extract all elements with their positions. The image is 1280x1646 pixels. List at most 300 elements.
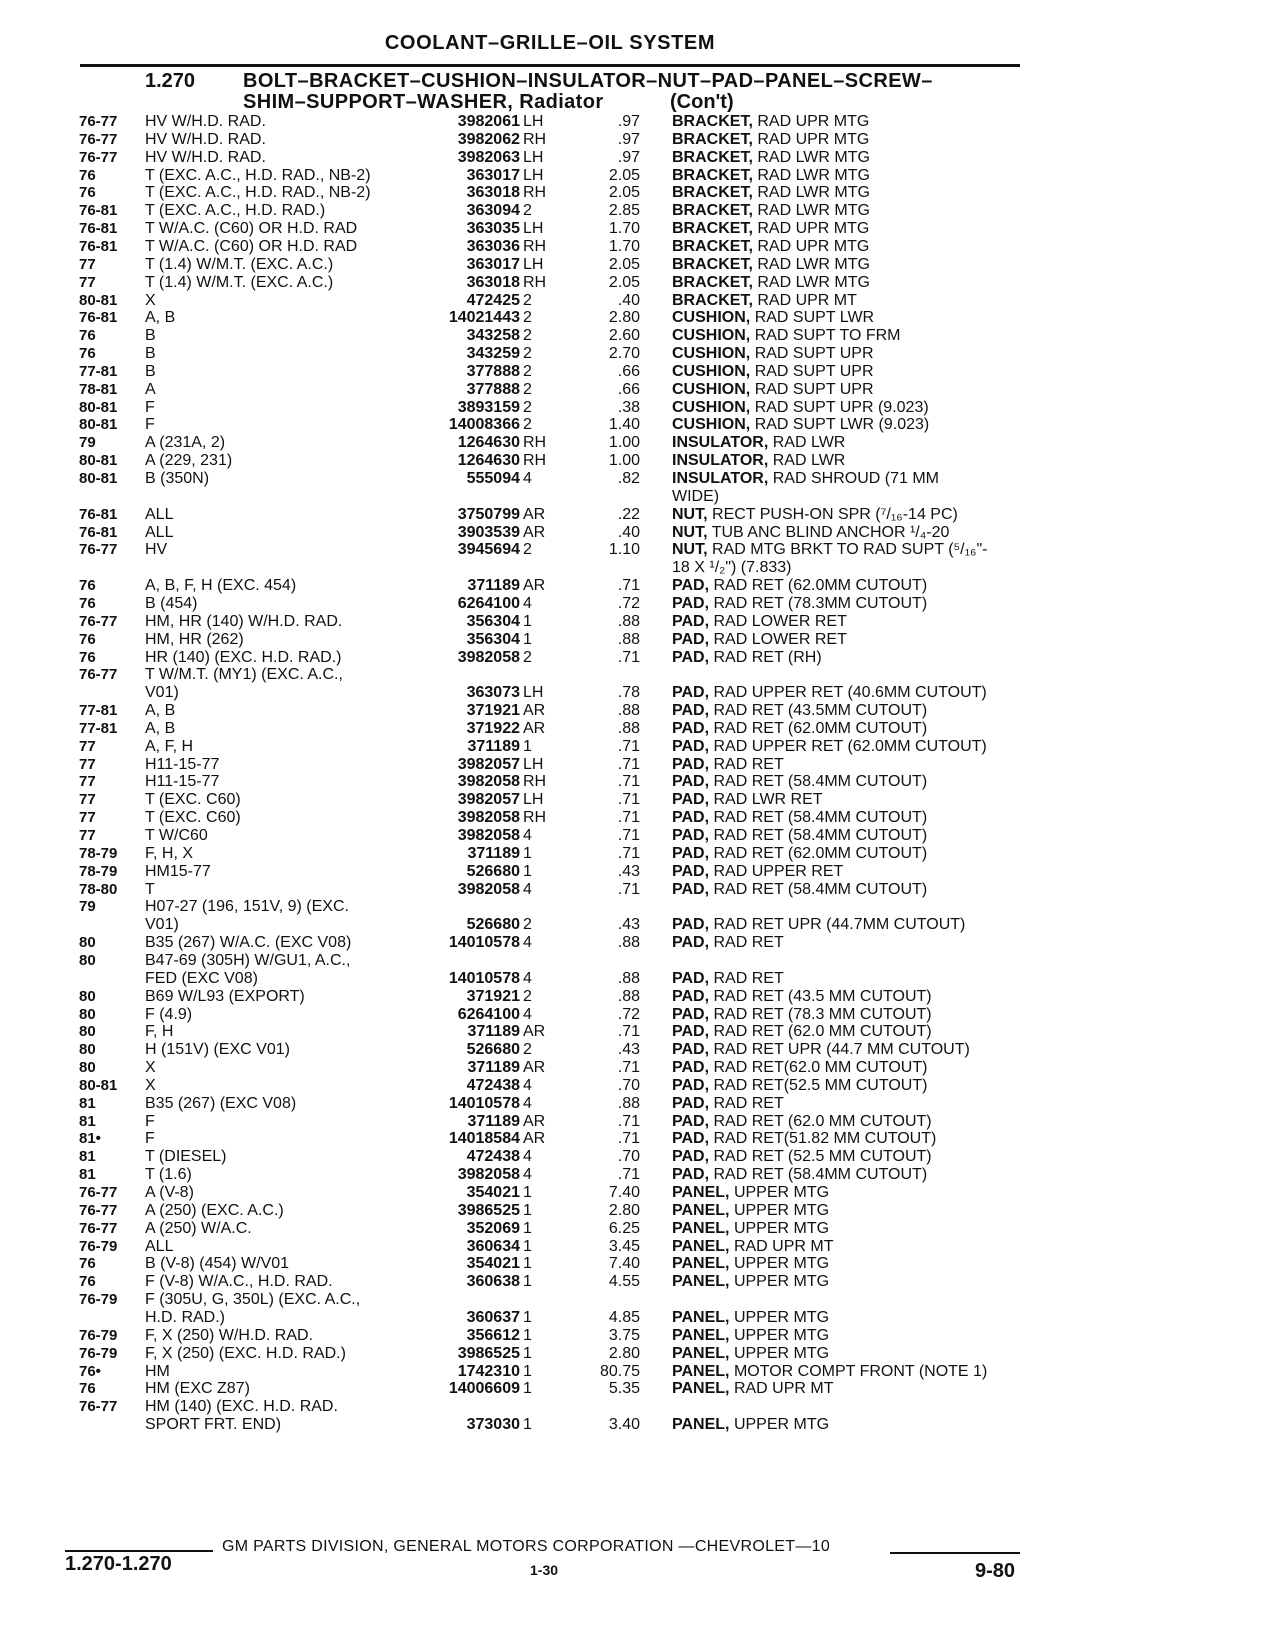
table-row (0, 540, 1280, 559)
part-name: PAD, (672, 827, 710, 844)
part-name: PAD, (672, 737, 710, 755)
part-name: PAD, (672, 791, 710, 809)
part-number: 1264630 (457, 434, 520, 452)
quantity: 4 (523, 594, 532, 612)
quantity: LH (523, 148, 544, 166)
model-year: 81 (79, 1148, 96, 1166)
part-number: 1742310 (457, 1362, 520, 1380)
application: T W/A.C. (C60) OR H.D. RAD (145, 237, 358, 255)
part-number: 354021 (466, 1255, 520, 1273)
quantity: 1 (523, 1201, 532, 1219)
description-text: RAD SUPT TO FRM (754, 327, 901, 345)
model-year: 76-81 (79, 237, 118, 255)
application: X (145, 291, 156, 309)
description (672, 1219, 1032, 1238)
description (672, 1005, 1032, 1024)
quantity: 1 (523, 1416, 532, 1434)
price: .71 (617, 1130, 640, 1148)
price: 1.70 (608, 237, 640, 255)
description (672, 1183, 1032, 1202)
quantity: RH (523, 773, 547, 791)
application: A, B, F, H (EXC. 454) (145, 577, 297, 595)
table-row (0, 933, 1280, 952)
model-year: 76-77 (79, 1398, 118, 1416)
part-number: 354021 (466, 1184, 520, 1201)
description-text: RAD LOWER RET (713, 612, 847, 630)
table-row (0, 1058, 1280, 1077)
price: .97 (617, 113, 640, 130)
application: HV W/H.D. RAD. (145, 130, 266, 148)
application: B (350N) (145, 470, 210, 487)
table-row (0, 880, 1280, 899)
part-name: PANEL, (672, 1308, 730, 1326)
application: B35 (267) (EXC V08) (145, 1094, 297, 1112)
description (672, 166, 1032, 185)
model-year: 79 (79, 898, 96, 916)
quantity: 4 (523, 1094, 532, 1112)
quantity: AR (523, 1112, 546, 1130)
quantity: RH (523, 273, 547, 291)
model-year: 80 (79, 934, 96, 952)
table-row (0, 1112, 1280, 1131)
description-text: RAD RET (713, 1094, 784, 1112)
part-name: BRACKET, (672, 220, 753, 238)
model-year: 81• (79, 1130, 101, 1148)
price: .38 (617, 398, 640, 416)
table-row (0, 1290, 1280, 1309)
price: .88 (617, 987, 640, 1005)
description (672, 1362, 1032, 1381)
model-year: 80-81 (79, 291, 118, 309)
part-name: CUSHION, (672, 309, 751, 327)
model-year: 76 (79, 648, 96, 666)
quantity: LH (523, 684, 544, 702)
table-row (0, 701, 1280, 720)
description-text: RAD RET (43.5 MM CUTOUT) (713, 987, 932, 1005)
application: T (EXC. A.C., H.D. RAD., NB-2) (145, 166, 371, 184)
quantity: 2 (523, 416, 532, 434)
model-year: 76-77 (79, 612, 118, 630)
part-name: PANEL, (672, 1344, 730, 1362)
table-row (0, 1094, 1280, 1113)
part-name: PANEL, (672, 1380, 730, 1398)
part-name: PAD, (672, 844, 710, 862)
footer-rule-left (65, 1550, 213, 1552)
model-year: 76 (79, 184, 96, 202)
application: A (229, 231) (145, 452, 233, 470)
price: .88 (617, 612, 640, 630)
description (672, 1201, 1032, 1220)
description-text: UPPER MTG (733, 1255, 830, 1273)
application: H.D. RAD.) (145, 1308, 225, 1326)
description-text: RAD RET (62.0MM CUTOUT) (713, 577, 928, 595)
description-text: RAD RET (713, 755, 784, 773)
part-number: 3982062 (457, 130, 520, 148)
application: HM (145, 1362, 170, 1380)
quantity: RH (523, 237, 547, 255)
quantity: RH (523, 809, 547, 827)
model-year: 76-77 (79, 113, 118, 130)
application: A, B (145, 719, 176, 737)
price: .71 (617, 1059, 640, 1077)
description-text: RAD RET(52.5 MM CUTOUT) (713, 1076, 928, 1094)
price: .97 (617, 148, 640, 166)
description-text: RAD RET(51.82 MM CUTOUT) (713, 1130, 937, 1148)
section-title-line2: SHIM–SUPPORT–WASHER, Radiator (243, 91, 604, 113)
table-row (0, 755, 1280, 774)
description-text: RAD LWR MTG (757, 273, 870, 291)
price: .97 (617, 130, 640, 148)
quantity: RH (523, 130, 547, 148)
part-number: 377888 (466, 380, 520, 398)
table-row (0, 719, 1280, 738)
description-text: RAD RET (58.4MM CUTOUT) (713, 773, 928, 791)
description (672, 148, 1032, 167)
model-year: 77 (79, 755, 96, 773)
part-number: 363094 (466, 202, 520, 220)
quantity: AR (523, 1023, 546, 1041)
application: B35 (267) W/A.C. (EXC V08) (145, 934, 352, 952)
table-row (0, 1219, 1280, 1238)
application: A, B (145, 309, 176, 327)
part-name: INSULATOR, (672, 434, 769, 452)
table-row (0, 951, 1280, 970)
application: T (1.4) W/M.T. (EXC. A.C.) (145, 273, 334, 291)
part-name: CUSHION, (672, 345, 751, 363)
part-name: PAD, (672, 1130, 710, 1148)
application: HR (140) (EXC. H.D. RAD.) (145, 648, 342, 666)
part-name: PAD, (672, 862, 710, 880)
part-name: PAD, (672, 1076, 710, 1094)
description-text: RAD LWR MTG (757, 166, 870, 184)
part-number: 371189 (467, 1112, 520, 1130)
part-number: 360638 (466, 1273, 520, 1291)
table-row (0, 273, 1280, 292)
description (672, 1272, 1032, 1291)
application: A (145, 380, 156, 398)
application: V01) (145, 916, 179, 934)
description-text: RAD RET (52.5 MM CUTOUT) (713, 1148, 932, 1166)
quantity: 1 (523, 862, 532, 880)
description-text: UPPER MTG (733, 1344, 830, 1362)
application: B69 W/L93 (EXPORT) (145, 987, 305, 1005)
table-row (0, 398, 1280, 417)
model-year: 76-79 (79, 1326, 118, 1344)
description-text: RAD LWR (772, 434, 846, 452)
description (672, 1379, 1032, 1398)
part-number: 14021443 (448, 309, 520, 327)
application: F, X (250) (EXC. H.D. RAD.) (145, 1344, 346, 1362)
description (672, 1165, 1032, 1184)
model-year: 77-81 (79, 362, 118, 380)
part-name: PAD, (672, 648, 710, 666)
application: A, F, H (145, 737, 194, 755)
quantity: AR (523, 523, 546, 541)
description-text: RAD LWR MTG (757, 202, 870, 220)
quantity: LH (523, 755, 544, 773)
description (672, 273, 1032, 292)
footer-page-number: 1-30 (530, 1562, 559, 1578)
description-text: RAD UPPER RET (40.6MM CUTOUT) (713, 684, 987, 702)
part-number: 3945694 (457, 541, 520, 559)
quantity: 2 (523, 916, 532, 934)
part-number: 6264100 (457, 1005, 520, 1023)
application: F (145, 398, 155, 416)
description (672, 433, 1032, 452)
description (672, 826, 1032, 845)
description-text: WIDE) (672, 487, 720, 505)
model-year: 76-77 (79, 148, 118, 166)
quantity: AR (523, 505, 546, 523)
part-name: PANEL, (672, 1416, 730, 1434)
description (672, 344, 1032, 363)
description (672, 540, 1032, 559)
description-text: RAD RET (62.0 MM CUTOUT) (713, 1023, 932, 1041)
table-row (0, 469, 1280, 488)
description (672, 576, 1032, 595)
application: F, H (145, 1023, 174, 1041)
table-row (0, 1397, 1280, 1416)
part-name: PAD, (672, 755, 710, 773)
description-text: RAD RET (62.0MM CUTOUT) (713, 719, 928, 737)
part-number: 363017 (466, 166, 520, 184)
price: 3.75 (608, 1326, 640, 1344)
model-year: 80 (79, 1023, 96, 1041)
description (672, 237, 1032, 256)
description (672, 808, 1032, 827)
model-year: 78-81 (79, 380, 118, 398)
description (672, 130, 1032, 149)
description (672, 1129, 1032, 1148)
quantity: 1 (523, 1326, 532, 1344)
application: ALL (145, 523, 174, 541)
quantity: AR (523, 1130, 546, 1148)
part-name: BRACKET, (672, 166, 753, 184)
part-number: 472425 (466, 291, 520, 309)
description-text: RAD SUPT UPR (754, 345, 874, 363)
price: .43 (617, 916, 640, 934)
quantity: AR (523, 577, 546, 595)
part-number: 526680 (466, 1041, 520, 1059)
description-text: 18 X ¹/₂") (7.833) (672, 559, 792, 577)
description (672, 112, 1032, 131)
table-row (0, 808, 1280, 827)
part-number: 526680 (466, 916, 520, 934)
part-number: 363017 (466, 255, 520, 273)
part-number: 363073 (466, 684, 520, 702)
model-year: 80 (79, 1059, 96, 1077)
part-name: PANEL, (672, 1255, 730, 1273)
description (672, 1254, 1032, 1273)
description (672, 308, 1032, 327)
part-name: PANEL, (672, 1184, 730, 1201)
description (672, 1094, 1032, 1113)
part-number: 3982057 (457, 755, 520, 773)
description (672, 398, 1032, 417)
table-row (0, 1201, 1280, 1220)
table-row (0, 487, 1280, 506)
description (672, 558, 1032, 577)
table-row (0, 1040, 1280, 1059)
model-year: 76-77 (79, 666, 118, 684)
description-text: RAD RET (78.3 MM CUTOUT) (713, 1005, 932, 1023)
part-name: PAD, (672, 1166, 710, 1184)
part-number: 356612 (466, 1326, 520, 1344)
table-row (0, 1254, 1280, 1273)
quantity: 1 (523, 630, 532, 648)
part-number: 371922 (466, 719, 520, 737)
description-text: RAD LWR MTG (757, 255, 870, 273)
model-year: 77-81 (79, 702, 118, 720)
description (672, 326, 1032, 345)
quantity: AR (523, 702, 546, 720)
table-row (0, 1005, 1280, 1024)
price: .40 (617, 523, 640, 541)
model-year: 77 (79, 791, 96, 809)
part-name: NUT, (672, 523, 708, 541)
application: T (DIESEL) (145, 1148, 227, 1166)
price: .71 (617, 844, 640, 862)
quantity: 4 (523, 1005, 532, 1023)
part-name: PAD, (672, 1005, 710, 1023)
application: T W/M.T. (MY1) (EXC. A.C., (145, 666, 343, 684)
description-text: RAD RET (43.5MM CUTOUT) (713, 702, 928, 720)
application: F (V-8) W/A.C., H.D. RAD. (145, 1273, 333, 1291)
model-year: 77 (79, 827, 96, 844)
table-row (0, 362, 1280, 381)
part-name: CUSHION, (672, 380, 751, 398)
description-text: RAD LWR RET (713, 791, 823, 809)
part-number: 14006609 (448, 1380, 520, 1398)
price: 4.55 (608, 1273, 640, 1291)
price: 5.35 (608, 1380, 640, 1398)
description-text: RAD SHROUD (71 MM (772, 470, 939, 487)
section-continued: (Con't) (670, 91, 734, 113)
part-number: 371189 (467, 1059, 520, 1077)
model-year: 76-81 (79, 523, 118, 541)
table-row (0, 648, 1280, 667)
price: 6.25 (608, 1219, 640, 1237)
table-row (0, 969, 1280, 988)
table-row (0, 1165, 1280, 1184)
model-year: 76 (79, 166, 96, 184)
application: F (145, 416, 155, 434)
description (672, 933, 1032, 952)
description (672, 1237, 1032, 1256)
quantity: 1 (523, 1255, 532, 1273)
price: 1.10 (608, 541, 640, 559)
part-name: PAD, (672, 1148, 710, 1166)
price: 1.00 (608, 434, 640, 452)
model-year: 80-81 (79, 452, 118, 470)
page-title: COOLANT–GRILLE–OIL SYSTEM (384, 32, 716, 54)
description-text: RAD LWR (772, 452, 846, 470)
description-text: RECT PUSH-ON SPR (⁷/₁₆-14 PC) (712, 505, 958, 523)
application: B (145, 327, 156, 345)
table-row (0, 683, 1280, 702)
table-row (0, 772, 1280, 791)
part-name: CUSHION, (672, 416, 751, 434)
description (672, 362, 1032, 381)
part-number: 3982058 (457, 648, 520, 666)
description-text: UPPER MTG (733, 1201, 830, 1219)
part-name: CUSHION, (672, 362, 751, 380)
price: 1.00 (608, 452, 640, 470)
price: .72 (617, 1005, 640, 1023)
price: 2.70 (608, 345, 640, 363)
table-row (0, 255, 1280, 274)
application: X (145, 1059, 156, 1077)
section-number: 1.270 (145, 70, 196, 92)
model-year: 76-77 (79, 1184, 118, 1201)
quantity: RH (523, 452, 547, 470)
quantity: LH (523, 791, 544, 809)
footer-organization: GM PARTS DIVISION, GENERAL MOTORS CORPORATION —CHEVROLET—10 (222, 1538, 831, 1555)
application: HM15-77 (145, 862, 211, 880)
description (672, 594, 1032, 613)
application: H11-15-77 (145, 755, 220, 773)
model-year: 76 (79, 327, 96, 345)
model-year: 76-77 (79, 541, 118, 559)
part-number: 14010578 (448, 1094, 520, 1112)
price: 2.05 (608, 273, 640, 291)
application: A (250) W/A.C. (145, 1219, 252, 1237)
part-number: 3986525 (457, 1201, 520, 1219)
description (672, 1058, 1032, 1077)
application: X (145, 1076, 156, 1094)
model-year: 77 (79, 809, 96, 827)
model-year: 76 (79, 1380, 96, 1398)
price: .71 (617, 755, 640, 773)
application: T W/C60 (145, 827, 208, 844)
price: .71 (617, 1112, 640, 1130)
part-number: 3903539 (457, 523, 520, 541)
table-row (0, 344, 1280, 363)
quantity: LH (523, 220, 544, 238)
description-text: RAD RET(62.0 MM CUTOUT) (713, 1059, 928, 1077)
part-number: 3982057 (457, 791, 520, 809)
quantity: LH (523, 166, 544, 184)
quantity: 1 (523, 612, 532, 630)
part-name: PAD, (672, 880, 710, 898)
table-row (0, 1344, 1280, 1363)
table-row (0, 1129, 1280, 1148)
price: .66 (617, 380, 640, 398)
application: F, H, X (145, 844, 194, 862)
model-year: 81 (79, 1166, 96, 1184)
price: 7.40 (608, 1255, 640, 1273)
application: B47-69 (305H) W/GU1, A.C., (145, 951, 351, 969)
description-text: RAD LOWER RET (713, 630, 847, 648)
description-text: RAD LWR MTG (757, 148, 870, 166)
description (672, 701, 1032, 720)
quantity: 2 (523, 309, 532, 327)
description-text: UPPER MTG (733, 1273, 830, 1291)
description (672, 755, 1032, 774)
part-number: 360634 (466, 1237, 520, 1255)
application: HM, HR (140) W/H.D. RAD. (145, 612, 343, 630)
application: F (145, 1112, 155, 1130)
part-number: 356304 (466, 630, 520, 648)
model-year: 76 (79, 1255, 96, 1273)
model-year: 76-79 (79, 1237, 118, 1255)
model-year: 76-79 (79, 1291, 118, 1309)
part-name: PAD, (672, 1112, 710, 1130)
model-year: 76 (79, 630, 96, 648)
price: .71 (617, 880, 640, 898)
application: H (151V) (EXC V01) (145, 1041, 290, 1059)
part-number: 6264100 (457, 594, 520, 612)
